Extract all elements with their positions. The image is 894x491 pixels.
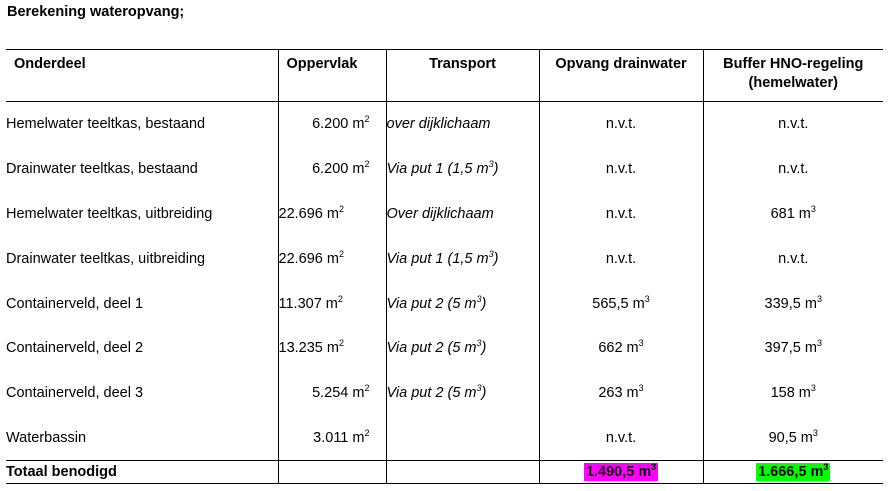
header-buffer-line1: Buffer HNO-regeling	[723, 56, 864, 72]
total-label: Totaal benodigd	[6, 461, 278, 484]
row-opvang-drainwater: n.v.t.	[539, 102, 703, 147]
row-oppervlak: 22.696 $m^2$	[278, 192, 386, 237]
header-transport: Transport	[386, 50, 539, 102]
row-buffer-hno: 397,5 $m^3$	[764, 338, 822, 357]
row-transport: Via put 2 (5 $m^3$)	[386, 281, 539, 326]
row-transport	[386, 416, 539, 461]
row-onderdeel: Hemelwater teeltkas, bestaand	[6, 102, 278, 147]
row-transport: Via put 2 (5 $m^3$)	[386, 371, 539, 416]
table-body	[6, 102, 883, 461]
total-buffer-value: 1.666,5 $m^3$	[758, 462, 829, 481]
row-transport: Via put 1 (1,5 $m^3$)	[386, 236, 539, 281]
total-opvang-cell	[539, 461, 703, 484]
table-row	[6, 281, 883, 326]
header-oppervlak: Oppervlak	[278, 50, 386, 102]
row-oppervlak: 3.011 $m^2$	[278, 416, 386, 461]
row-opvang-drainwater: n.v.t.	[539, 147, 703, 192]
row-opvang-drainwater: 565,5 $m^3$	[539, 281, 703, 326]
row-onderdeel: Hemelwater teeltkas, uitbreiding	[6, 192, 278, 237]
row-opvang-drainwater: n.v.t.	[539, 416, 703, 461]
table-row	[6, 326, 883, 371]
page-title: Berekening wateropvang;	[7, 4, 185, 20]
water-calculation-table	[6, 49, 883, 484]
row-onderdeel: Drainwater teeltkas, uitbreiding	[6, 236, 278, 281]
row-oppervlak: 22.696 $m^2$	[278, 236, 386, 281]
row-buffer-hno: 681 $m^3$	[770, 203, 816, 222]
total-area-empty	[278, 461, 386, 484]
header-onderdeel: Onderdeel	[6, 50, 278, 102]
row-buffer-hno: n.v.t.	[778, 116, 809, 133]
row-oppervlak: 6.200 $m^2$	[278, 147, 386, 192]
row-buffer-hno: 339,5 $m^3$	[764, 293, 822, 312]
row-transport: Over dijklichaam	[386, 192, 539, 237]
row-onderdeel: Containerveld, deel 1	[6, 281, 278, 326]
header-buffer-line2: (hemelwater)	[748, 75, 838, 91]
row-buffer-hno: 158 $m^3$	[770, 383, 816, 402]
table-row	[6, 102, 883, 147]
row-transport: Via put 2 (5 $m^3$)	[386, 326, 539, 371]
header-buffer-hno	[703, 50, 883, 102]
row-onderdeel: Containerveld, deel 2	[6, 326, 278, 371]
row-opvang-drainwater: n.v.t.	[539, 236, 703, 281]
row-oppervlak: 11.307 $m^2$	[278, 281, 386, 326]
total-transport-empty	[386, 461, 539, 484]
row-oppervlak: 13.235 $m^2$	[278, 326, 386, 371]
row-buffer-hno: 90,5 $m^3$	[768, 427, 818, 446]
header-opvang-drainwater: Opvang drainwater	[539, 50, 703, 102]
row-onderdeel: Waterbassin	[6, 416, 278, 461]
row-opvang-drainwater: 263 $m^3$	[539, 371, 703, 416]
total-opvang-value: 1.490,5 $m^3$	[585, 462, 657, 481]
table-header-row	[6, 50, 883, 102]
row-onderdeel: Containerveld, deel 3	[6, 371, 278, 416]
row-oppervlak: 5.254 $m^2$	[278, 371, 386, 416]
row-onderdeel: Drainwater teeltkas, bestaand	[6, 147, 278, 192]
total-buffer-cell	[703, 461, 883, 484]
row-buffer-hno: n.v.t.	[778, 250, 809, 267]
table-row	[6, 147, 883, 192]
table-row	[6, 371, 883, 416]
row-buffer-hno: n.v.t.	[778, 161, 809, 178]
row-opvang-drainwater: 662 $m^3$	[539, 326, 703, 371]
table-row	[6, 192, 883, 237]
table-row	[6, 236, 883, 281]
total-row	[6, 461, 883, 484]
row-transport: Via put 1 (1,5 $m^3$)	[386, 147, 539, 192]
row-transport: over dijklichaam	[386, 102, 539, 147]
row-opvang-drainwater: n.v.t.	[539, 192, 703, 237]
table-row	[6, 416, 883, 461]
row-oppervlak: 6.200 $m^2$	[278, 102, 386, 147]
